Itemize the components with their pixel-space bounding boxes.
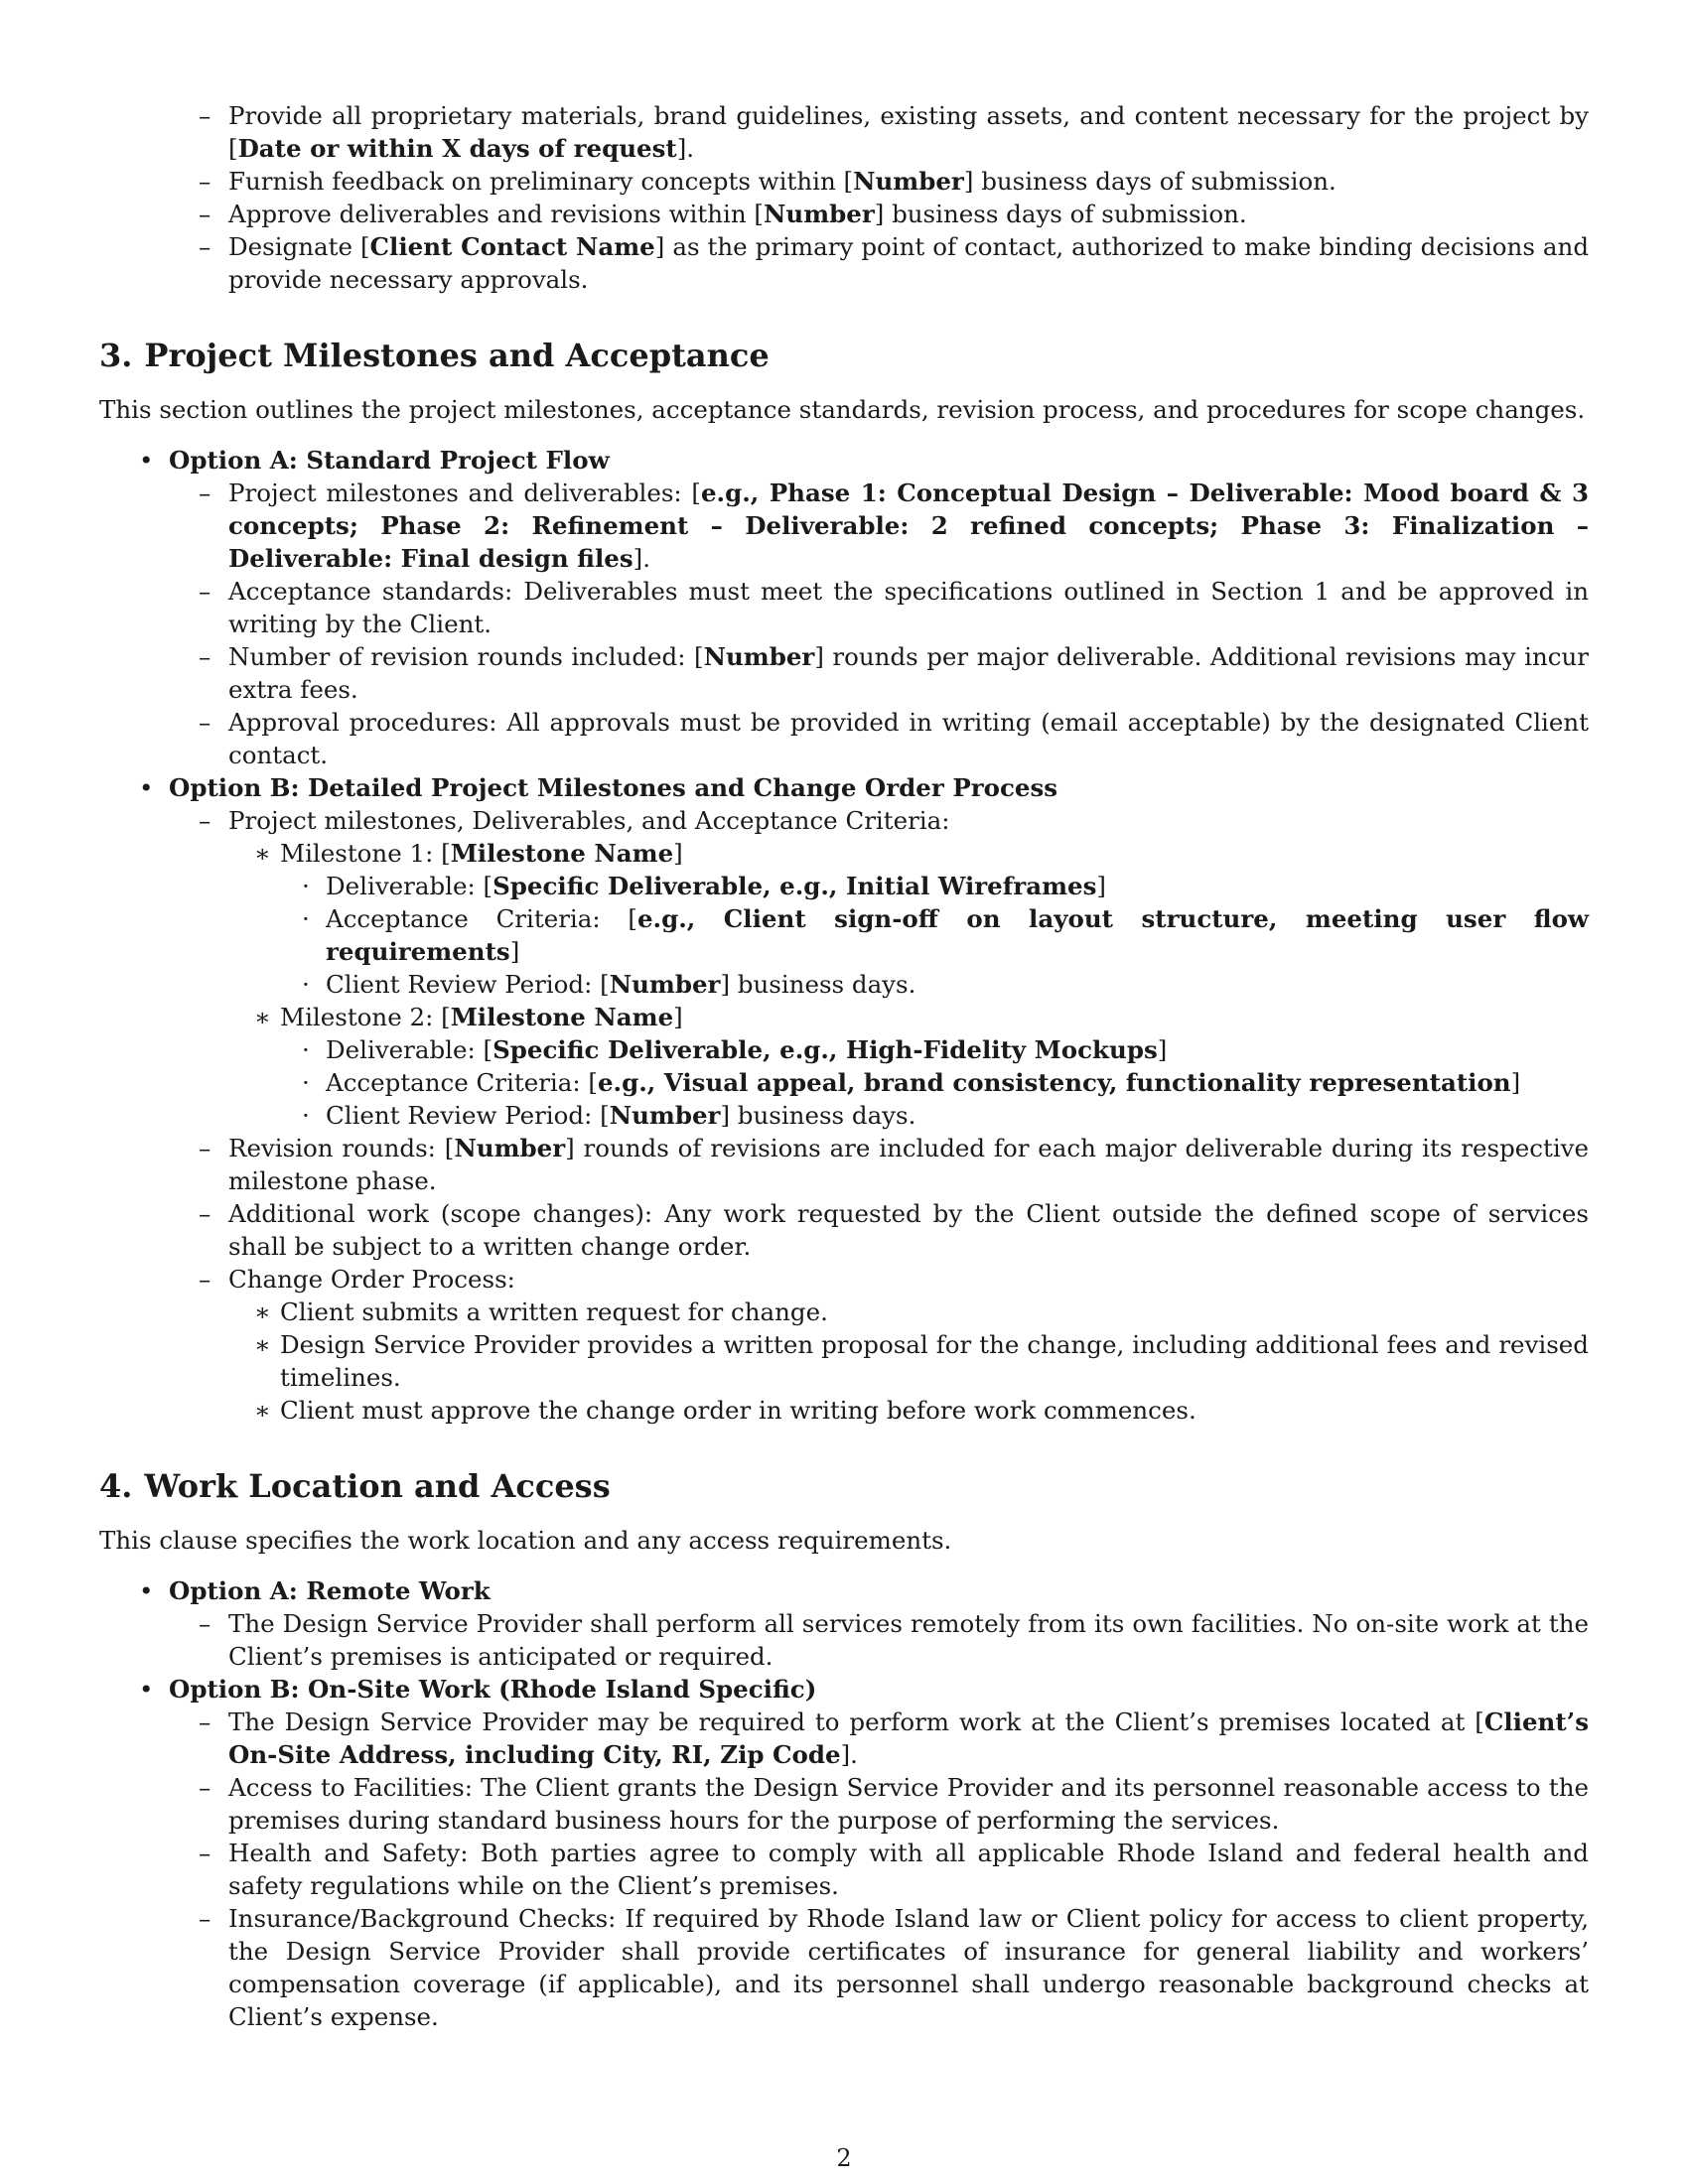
list-item: – Designate [Client Contact Name] as the primary point of contact, authorized to make binding decisions and provide necessary approvals. — [199, 232, 1589, 294]
document-page — [99, 99, 1589, 2033]
option-a-remote-work: • Option A: Remote Work – The Design Service Provider shall perform all services remotely from its own facilities. No on-site work at the Client’s premises is anticipated or required. — [139, 1576, 1589, 1671]
list-item: · Acceptance Criteria: [e.g., Visual appeal, brand consistency, functionality representation] — [302, 1068, 1521, 1097]
list-item: – Revision rounds: [Number] rounds of revisions are included for each major deliverable during its respective milestone phase. — [199, 1134, 1589, 1195]
option-a-standard-flow: • Option A: Standard Project Flow – Project milestones and deliverables: [e.g., Phase 1: Conceptual Design – Deliverable: Mood board & 3 concepts; Phase 2: Refinement – Deliverable: 2 refined concepts; Phase 3: Finalization – Deliverable: Final design files]. – Acceptance standards: Deliverables must meet the specifications outlined in Section 1 and be approved in writing by the Client. – Number of revision rounds included: [Number] rounds per major deliverable. Additional revisions may incur extra fees. – Approval procedures: All approvals must be provided in writing (email acceptable) by the designated Client contact. — [139, 446, 1589, 769]
list-item: – Project milestones, Deliverables, and Acceptance Criteria: ∗ Milestone 1: [Milestone Name] · Deliverable: [Specific Deliverable, e.g., Initial Wireframes] · Acceptance Criteria: [e.g., Client sign-off on layout structure, meeting user flow requirements] · Client Review Period: [Number] business days. ∗ Milestone 2: [Milestone Name] · Deliverable: [Specific Deliverable, e.g., High-Fidelity Mockups] · Acceptance Criteria: [e.g., Visual appeal, brand consistency, functionality representation] · Client Review Period: [Number] business days. — [199, 806, 1590, 1130]
list-item: – Additional work (scope changes): Any work requested by the Client outside the defined scope of services shall be subject to a written change order. — [199, 1199, 1589, 1261]
list-item: – Change Order Process: ∗ Client submits a written request for change. ∗ Design Service Provider provides a written proposal for the change, including additional fees and revised timelines. ∗ Client must approve the change order in writing before work commences. — [199, 1265, 1589, 1425]
list-item: – Insurance/Background Checks: If required by Rhode Island law or Client policy for access to client property, the Design Service Provider shall provide certificates of insurance for general liability and workers’ compensation coverage (if applicable), and its personnel shall undergo reasonable background checks at Client’s expense. — [199, 1904, 1589, 2031]
change-step: ∗ Client must approve the change order in writing before work commences. — [254, 1396, 1196, 1425]
list-item: – The Design Service Provider shall perform all services remotely from its own facilities. No on-site work at the Client’s premises is anticipated or required. — [199, 1609, 1589, 1671]
list-item: – Project milestones and deliverables: [e.g., Phase 1: Conceptual Design – Deliverable: Mood board & 3 concepts; Phase 2: Refinement – Deliverable: 2 refined concepts; Phase 3: Finalization – Deliverable: Final design files]. — [199, 478, 1589, 573]
section-4-heading: 4. Work Location and Access — [99, 1467, 611, 1505]
list-item: – Furnish feedback on preliminary concepts within [Number] business days of submission. — [199, 167, 1336, 196]
section-4-intro: This clause specifies the work location and any access requirements. — [99, 1526, 952, 1555]
list-item: – The Design Service Provider may be required to perform work at the Client’s premises located at [Client’s On-Site Address, including City, RI, Zip Code]. — [199, 1707, 1589, 1769]
list-item: · Client Review Period: [Number] business days. — [302, 970, 916, 999]
list-item: · Acceptance Criteria: [e.g., Client sign-off on layout structure, meeting user flow requirements] — [302, 904, 1590, 966]
list-item: – Acceptance standards: Deliverables must meet the specifications outlined in Section 1 and be approved in writing by the Client. — [199, 577, 1589, 638]
list-item: – Access to Facilities: The Client grants the Design Service Provider and its personnel reasonable access to the premises during standard business hours for the purpose of performing the services. — [199, 1773, 1589, 1835]
list-item: · Deliverable: [Specific Deliverable, e.g., Initial Wireframes] — [302, 872, 1106, 900]
section-3-intro: This section outlines the project milestones, acceptance standards, revision process, and procedures for scope changes. — [99, 395, 1586, 424]
milestone-2: ∗ Milestone 2: [Milestone Name] · Deliverable: [Specific Deliverable, e.g., High-Fidelity Mockups] · Acceptance Criteria: [e.g., Visual appeal, brand consistency, functionality representation] · Client Review Period: [Number] business days. — [228, 1001, 1589, 1132]
page-number: 2 — [836, 2144, 852, 2172]
option-b-detailed-milestones: • Option B: Detailed Project Milestones and Change Order Process – Project milestones, Deliverables, and Acceptance Criteria: ∗ Milestone 1: [Milestone Name] · Deliverable: [Specific Deliverable, e.g., Initial Wireframes] · Acceptance Criteria: [e.g., Client sign-off on layout structure, meeting user flow requirements] · Client Review Period: [Number] business days. ∗ Milestone 2: [Milestone Name] · Deliverable: [Specific Deliverable, e.g., High-Fidelity Mockups] · Acceptance Criteria: [e.g., Visual appeal, brand consistency, functionality representation] · Client Review Period: [Number] business days. – Revision rounds: [Number] rounds of revisions are included for each major deliverable during its respective milestone phase. – Additional work (scope changes): Any work requested by the Client outside the defined scope of services shall be subject to a written change order. – Change Order Process: ∗ Client submits a written request for change. ∗ Design Service Provider provides a written proposal for the change, including additional fees and revised timelines. ∗ Client must approve the change order in writing before work commences. — [139, 773, 1590, 1425]
section-4-options — [99, 1574, 1589, 2033]
change-step: ∗ Design Service Provider provides a written proposal for the change, including additional fees and revised timelines. — [254, 1330, 1589, 1392]
client-obligations-list — [99, 99, 1589, 296]
milestone-1: ∗ Milestone 1: [Milestone Name] · Deliverable: [Specific Deliverable, e.g., Initial Wireframes] · Acceptance Criteria: [e.g., Client sign-off on layout structure, meeting user flow requirements] · Client Review Period: [Number] business days. — [254, 839, 1590, 999]
section-3-heading: 3. Project Milestones and Acceptance — [99, 337, 770, 374]
section-3-options — [99, 444, 1589, 1427]
list-item: – Provide all proprietary materials, brand guidelines, existing assets, and content necessary for the project by [Date or within X days of request]. — [199, 101, 1589, 163]
list-item: · Client Review Period: [Number] business days. — [302, 1101, 916, 1130]
list-item: · Deliverable: [Specific Deliverable, e.g., High-Fidelity Mockups] — [302, 1035, 1168, 1064]
list-item: – Approve deliverables and revisions within [Number] business days of submission. — [199, 200, 1247, 228]
change-step: ∗ Client submits a written request for change. — [254, 1297, 828, 1326]
list-item: – Approval procedures: All approvals must be provided in writing (email acceptable) by the designated Client contact. — [199, 708, 1589, 769]
list-item: – Health and Safety: Both parties agree to comply with all applicable Rhode Island and federal health and safety regulations while on the Client’s premises. — [199, 1839, 1589, 1900]
list-item: – Number of revision rounds included: [Number] rounds per major deliverable. Additional revisions may incur extra fees. — [199, 642, 1589, 704]
option-b-on-site-work: • Option B: On-Site Work (Rhode Island Specific) – The Design Service Provider may be required to perform work at the Client’s premises located at [Client’s On-Site Address, including City, RI, Zip Code]. – Access to Facilities: The Client grants the Design Service Provider and its personnel reasonable access to the premises during standard business hours for the purpose of performing the services. – Health and Safety: Both parties agree to comply with all applicable Rhode Island and federal health and safety regulations while on the Client’s premises. – Insurance/Background Checks: If required by Rhode Island law or Client policy for access to client property, the Design Service Provider shall provide certificates of insurance for general liability and workers’ compensation coverage (if applicable), and its personnel shall undergo reasonable background checks at Client’s expense. — [139, 1675, 1589, 2031]
